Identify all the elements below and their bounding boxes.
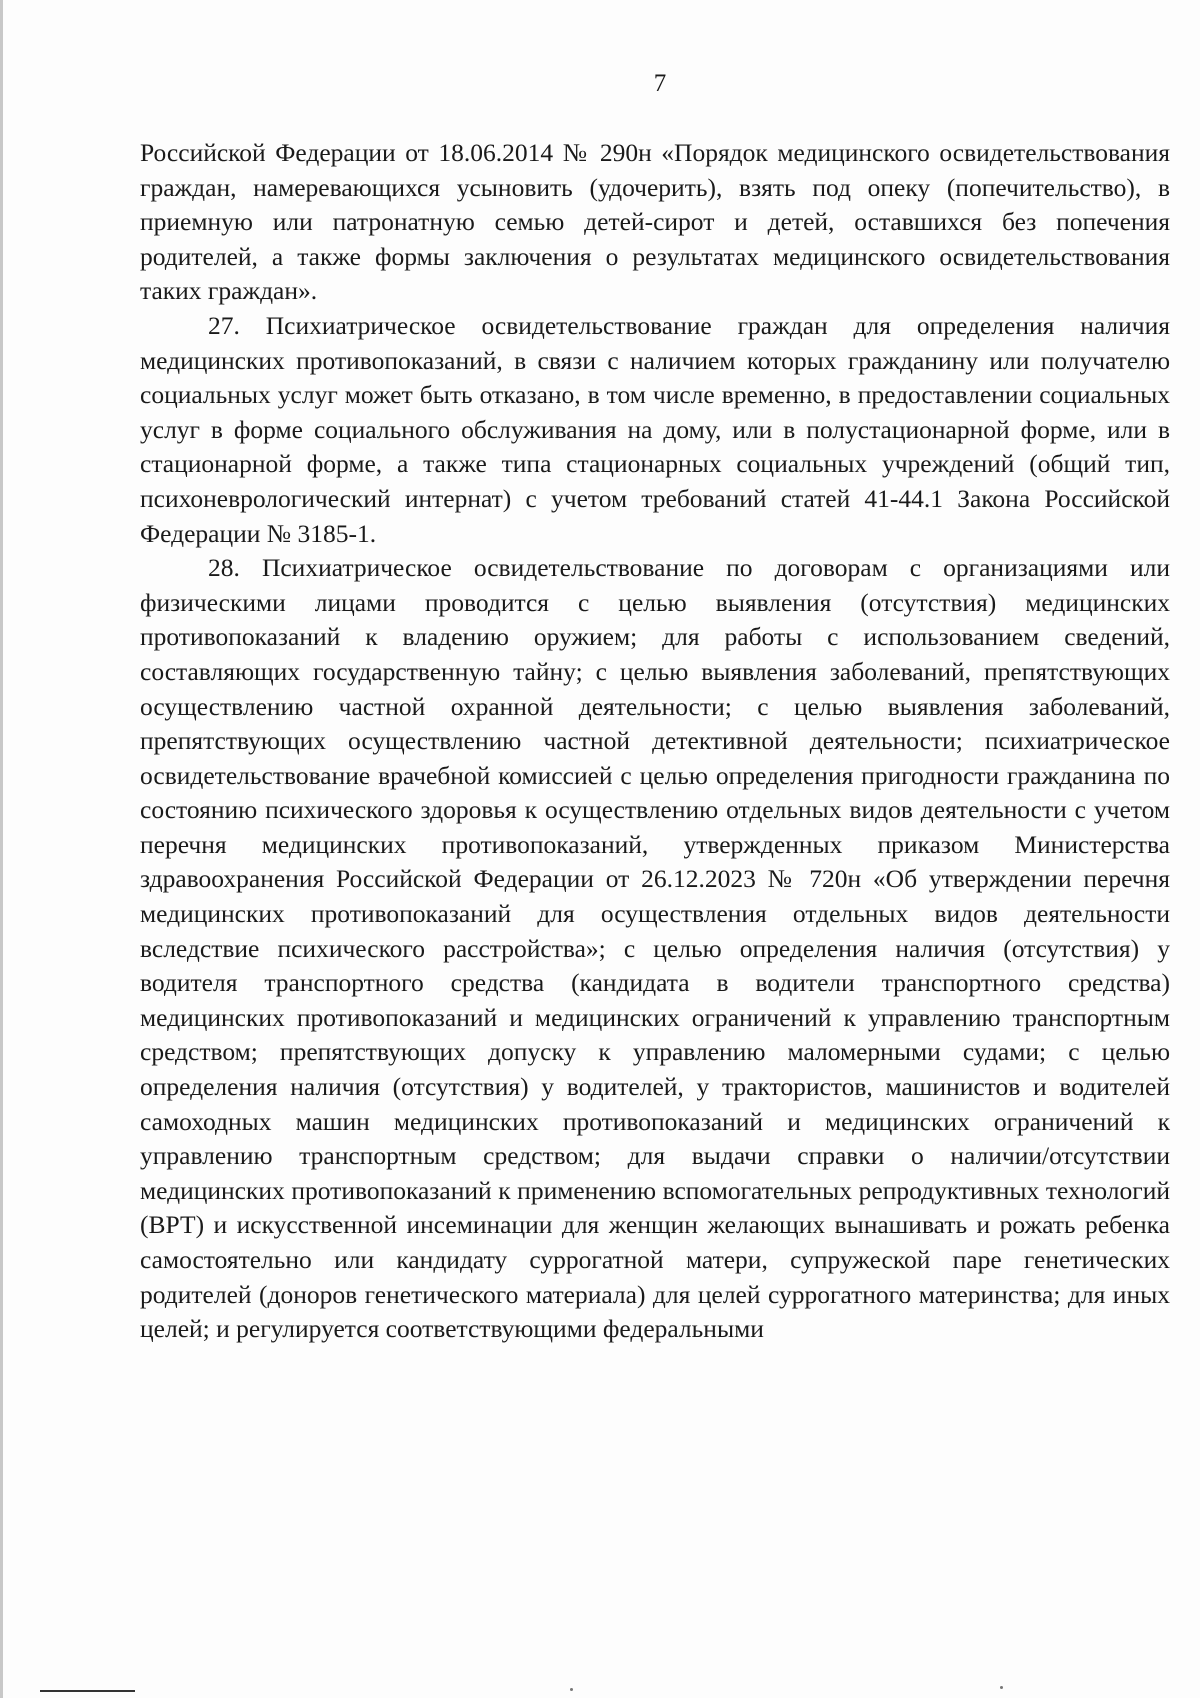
page-number: 7 xyxy=(653,70,667,97)
paragraph-continuation: Российской Федерации от 18.06.2014 № 290н «Порядок медицинского освидетельствования граждан, намеревающихся усыновить (удочерить), взять под опеку (попечительство), в приемную или патронатную семью детей-сирот и детей, оставшихся без попечения родителей, а также формы заключения о результатах медицинского освидетельствования таких граждан». xyxy=(140,138,1170,306)
footnote-rule xyxy=(40,1690,135,1692)
document-body xyxy=(140,136,1170,1347)
paragraph-item-27: 27. Психиатрическое освидетельствование граждан для определения наличия медицинских противопоказаний, в связи с наличием которых гражданину или получателю социальных услуг может быть отказано, в том числе временно, в предоставлении социальных услуг в форме социального обслуживания на дому, или в полустационарной форме, или в стационарной форме, а также типа стационарных социальных учреждений (общий тип, психоневрологический интернат) с учетом требований статей 41-44.1 Закона Российской Федерации № 3185-1. xyxy=(140,310,1170,548)
scan-speck xyxy=(570,1688,573,1691)
paragraph-item-28: 28. Психиатрическое освидетельствование по договорам с организациями или физическими лицами проводится с целью выявления (отсутствия) медицинских противопоказаний к владению оружием; для работы с использованием сведений, составляющих государственную тайну; с целью выявления заболеваний, препятствующих осуществлению частной охранной деятельности; с целью выявления заболеваний, препятствующих осуществлению частной детективной деятельности; психиатрическое освидетельствование врачебной комиссией с целью определения пригодности гражданина по состоянию психического здоровья к осуществлению отдельных видов деятельности с учетом перечня медицинских противопоказаний, утвержденных приказом Министерства здравоохранения Российской Федерации от 26.12.2023 № 720н «Об утверждении перечня медицинских противопоказаний для осуществления отдельных видов деятельности вследствие психического расстройства»; с целью определения наличия (отсутствия) у водителя транспортного средства (кандидата в водители транспортного средства) медицинских противопоказаний и медицинских ограничений к управлению транспортным средством; препятствующих допуску к управлению маломерными судами; с целью определения наличия (отсутствия) у водителей, у трактористов, машинистов и водителей самоходных машин медицинских противопоказаний и медицинских ограничений к управлению транспортным средством; для выдачи справки о наличии/отсутствии медицинских противопоказаний к применению вспомогательных репродуктивных технологий (ВРТ) и искусственной инсеминации для женщин желающих вынашивать и рожать ребенка самостоятельно или кандидату суррогатной матери, супружеской паре генетических родителей (доноров генетического материала) для целей суррогатного материнства; для иных целей; и регулируется соответствующими федеральными xyxy=(140,553,1170,1344)
scan-edge xyxy=(0,0,3,1698)
scan-speck xyxy=(1000,1686,1003,1689)
